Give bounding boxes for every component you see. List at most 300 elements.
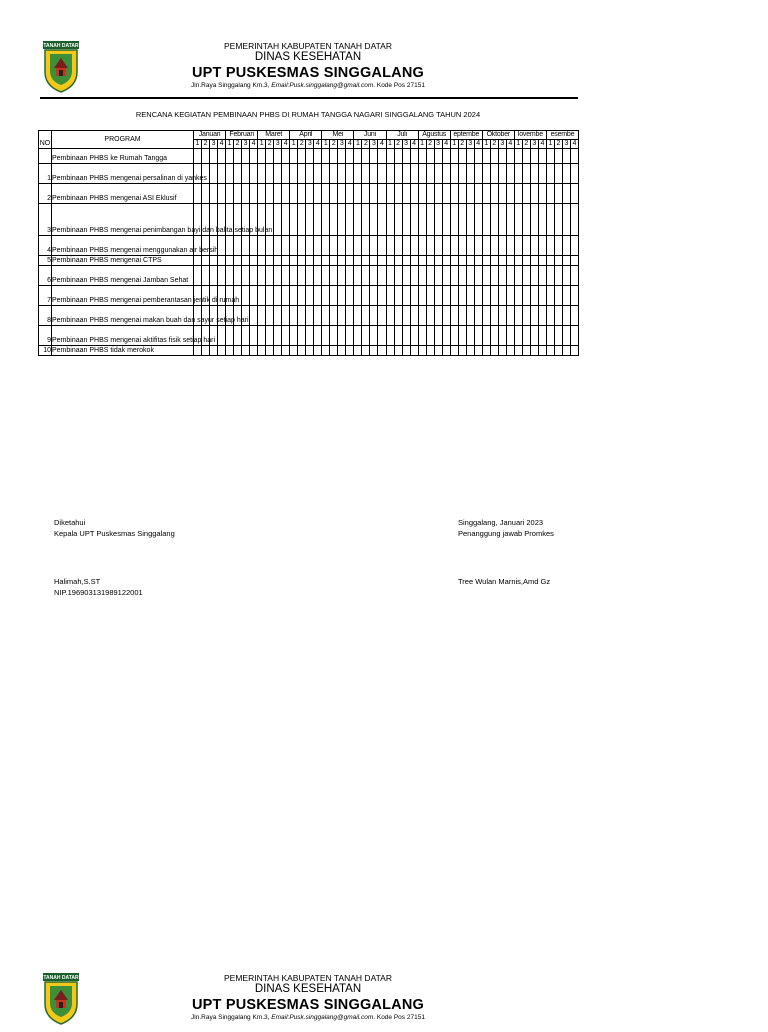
schedule-cell	[282, 346, 290, 356]
schedule-cell	[506, 149, 514, 164]
schedule-cell	[498, 164, 506, 184]
schedule-cell	[346, 346, 354, 356]
schedule-cell	[298, 286, 306, 306]
schedule-cell	[498, 149, 506, 164]
schedule-cell	[290, 346, 298, 356]
schedule-cell	[450, 204, 458, 236]
schedule-cell	[330, 286, 338, 306]
week-header: 2	[202, 140, 210, 149]
schedule-cell	[354, 184, 362, 204]
schedule-cell	[306, 326, 314, 346]
schedule-cell	[234, 184, 242, 204]
schedule-cell	[554, 306, 562, 326]
schedule-cell	[570, 236, 578, 256]
schedule-cell	[194, 346, 202, 356]
schedule-cell	[562, 164, 570, 184]
schedule-cell	[266, 286, 274, 306]
schedule-cell	[378, 149, 386, 164]
schedule-cell	[570, 286, 578, 306]
schedule-cell	[498, 204, 506, 236]
schedule-cell	[562, 149, 570, 164]
schedule-cell	[282, 266, 290, 286]
month-header: Februari	[226, 131, 258, 140]
schedule-cell	[458, 164, 466, 184]
schedule-cell	[330, 164, 338, 184]
schedule-cell	[298, 306, 306, 326]
schedule-cell	[290, 149, 298, 164]
schedule-cell	[378, 346, 386, 356]
schedule-cell	[386, 236, 394, 256]
schedule-cell	[322, 149, 330, 164]
schedule-cell	[306, 266, 314, 286]
schedule-cell	[482, 204, 490, 236]
schedule-cell	[234, 236, 242, 256]
week-header: 2	[298, 140, 306, 149]
schedule-cell	[242, 236, 250, 256]
schedule-table	[38, 130, 579, 356]
row-number: 3	[39, 204, 52, 236]
row-number: 5	[39, 256, 52, 266]
schedule-cell	[490, 164, 498, 184]
schedule-cell	[234, 266, 242, 286]
schedule-cell	[226, 346, 234, 356]
week-header: 1	[514, 140, 522, 149]
schedule-cell	[202, 149, 210, 164]
schedule-cell	[314, 256, 322, 266]
schedule-cell	[426, 149, 434, 164]
schedule-cell	[434, 256, 442, 266]
schedule-cell	[306, 236, 314, 256]
schedule-cell	[338, 236, 346, 256]
schedule-cell	[482, 326, 490, 346]
schedule-cell	[498, 236, 506, 256]
schedule-cell	[402, 256, 410, 266]
schedule-cell	[306, 346, 314, 356]
schedule-cell	[346, 266, 354, 286]
schedule-cell	[346, 184, 354, 204]
schedule-cell	[322, 286, 330, 306]
schedule-cell	[442, 306, 450, 326]
schedule-cell	[274, 306, 282, 326]
schedule-cell	[346, 204, 354, 236]
schedule-cell	[354, 286, 362, 306]
schedule-cell	[266, 256, 274, 266]
table-row	[39, 326, 579, 346]
schedule-cell	[474, 164, 482, 184]
table-row	[39, 184, 579, 204]
schedule-cell	[466, 204, 474, 236]
schedule-cell	[546, 286, 554, 306]
schedule-cell	[274, 346, 282, 356]
table-row	[39, 346, 579, 356]
month-header: Juli	[386, 131, 418, 140]
week-header: 4	[346, 140, 354, 149]
schedule-cell	[250, 286, 258, 306]
schedule-cell	[234, 326, 242, 346]
schedule-cell	[498, 256, 506, 266]
schedule-cell	[354, 236, 362, 256]
schedule-cell	[282, 149, 290, 164]
schedule-cell	[218, 236, 226, 256]
week-header: 1	[194, 140, 202, 149]
schedule-cell	[490, 236, 498, 256]
schedule-cell	[490, 286, 498, 306]
schedule-cell	[466, 236, 474, 256]
schedule-cell	[442, 149, 450, 164]
schedule-cell	[322, 256, 330, 266]
schedule-cell	[330, 306, 338, 326]
schedule-cell	[402, 306, 410, 326]
week-header: 3	[306, 140, 314, 149]
schedule-cell	[402, 184, 410, 204]
month-header: eptembe	[450, 131, 482, 140]
schedule-cell	[410, 346, 418, 356]
week-header: 4	[570, 140, 578, 149]
schedule-cell	[354, 326, 362, 346]
schedule-cell	[434, 149, 442, 164]
schedule-cell	[282, 306, 290, 326]
schedule-cell	[402, 326, 410, 346]
schedule-cell	[570, 184, 578, 204]
schedule-cell	[210, 149, 218, 164]
program-cell: Pembinaan PHBS tidak merokok	[52, 346, 194, 356]
schedule-cell	[330, 346, 338, 356]
schedule-cell	[426, 184, 434, 204]
letterhead	[38, 38, 578, 100]
schedule-cell	[538, 326, 546, 346]
schedule-cell	[226, 266, 234, 286]
schedule-cell	[242, 286, 250, 306]
schedule-cell	[322, 184, 330, 204]
schedule-cell	[242, 184, 250, 204]
schedule-cell	[282, 256, 290, 266]
schedule-cell	[570, 346, 578, 356]
schedule-cell	[410, 236, 418, 256]
week-header: 3	[562, 140, 570, 149]
schedule-cell	[530, 286, 538, 306]
schedule-cell	[370, 286, 378, 306]
schedule-cell	[266, 326, 274, 346]
table-row	[39, 286, 579, 306]
schedule-cell	[386, 346, 394, 356]
schedule-cell	[434, 306, 442, 326]
schedule-cell	[410, 256, 418, 266]
schedule-cell	[418, 184, 426, 204]
schedule-cell	[442, 326, 450, 346]
schedule-cell	[242, 346, 250, 356]
schedule-cell	[466, 149, 474, 164]
week-header: 4	[314, 140, 322, 149]
schedule-cell	[538, 149, 546, 164]
month-header: Mei	[322, 131, 354, 140]
schedule-cell	[330, 236, 338, 256]
week-header: 4	[218, 140, 226, 149]
schedule-cell	[522, 306, 530, 326]
schedule-cell	[458, 286, 466, 306]
schedule-cell	[338, 266, 346, 286]
schedule-cell	[394, 286, 402, 306]
schedule-cell	[394, 266, 402, 286]
schedule-cell	[410, 266, 418, 286]
program-cell: Pembinaan PHBS mengenai penimbangan bayi dan balita setiap bulan	[52, 204, 194, 236]
schedule-cell	[442, 204, 450, 236]
schedule-cell	[362, 164, 370, 184]
schedule-cell	[282, 286, 290, 306]
schedule-cell	[522, 286, 530, 306]
schedule-cell	[234, 164, 242, 184]
schedule-cell	[210, 164, 218, 184]
week-header: 2	[362, 140, 370, 149]
schedule-cell	[434, 184, 442, 204]
schedule-cell	[258, 326, 266, 346]
schedule-cell	[538, 236, 546, 256]
schedule-cell	[378, 256, 386, 266]
schedule-cell	[410, 184, 418, 204]
schedule-cell	[482, 164, 490, 184]
schedule-cell	[538, 204, 546, 236]
schedule-cell	[546, 236, 554, 256]
schedule-cell	[554, 256, 562, 266]
schedule-cell	[394, 149, 402, 164]
schedule-cell	[546, 149, 554, 164]
schedule-cell	[410, 286, 418, 306]
schedule-cell	[314, 184, 322, 204]
letterhead-department: DINAS KESEHATAN	[254, 983, 362, 995]
schedule-cell	[362, 236, 370, 256]
schedule-cell	[210, 346, 218, 356]
schedule-cell	[314, 306, 322, 326]
schedule-cell	[338, 256, 346, 266]
week-header: 1	[322, 140, 330, 149]
schedule-cell	[506, 204, 514, 236]
schedule-cell	[554, 326, 562, 346]
week-header: 3	[210, 140, 218, 149]
week-header: 3	[466, 140, 474, 149]
schedule-cell	[298, 204, 306, 236]
schedule-cell	[258, 266, 266, 286]
schedule-cell	[434, 326, 442, 346]
schedule-cell	[258, 256, 266, 266]
schedule-cell	[426, 256, 434, 266]
schedule-cell	[266, 184, 274, 204]
schedule-cell	[450, 326, 458, 346]
schedule-cell	[306, 184, 314, 204]
schedule-cell	[522, 256, 530, 266]
schedule-cell	[458, 236, 466, 256]
week-header: 4	[442, 140, 450, 149]
program-cell: Pembinaan PHBS mengenai aktifitas fisik setiap hari	[52, 326, 194, 346]
week-header: 4	[378, 140, 386, 149]
schedule-cell	[482, 306, 490, 326]
schedule-cell	[242, 266, 250, 286]
letterhead-department: DINAS KESEHATAN	[254, 51, 362, 63]
schedule-cell	[546, 306, 554, 326]
schedule-cell	[354, 346, 362, 356]
schedule-cell	[498, 326, 506, 346]
schedule-cell	[426, 286, 434, 306]
row-number: 9	[39, 326, 52, 346]
schedule-cell	[522, 204, 530, 236]
schedule-cell	[250, 306, 258, 326]
schedule-cell	[306, 256, 314, 266]
schedule-cell	[514, 326, 522, 346]
schedule-cell	[490, 306, 498, 326]
schedule-cell	[514, 184, 522, 204]
schedule-cell	[506, 326, 514, 346]
schedule-cell	[210, 256, 218, 266]
week-header: 2	[490, 140, 498, 149]
schedule-cell	[386, 204, 394, 236]
schedule-cell	[330, 266, 338, 286]
schedule-cell	[482, 184, 490, 204]
schedule-cell	[258, 306, 266, 326]
schedule-cell	[562, 204, 570, 236]
schedule-cell	[298, 149, 306, 164]
table-row	[39, 306, 579, 326]
schedule-cell	[426, 204, 434, 236]
schedule-cell	[546, 184, 554, 204]
row-number: 2	[39, 184, 52, 204]
schedule-cell	[482, 286, 490, 306]
program-cell: Pembinaan PHBS ke Rumah Tangga	[52, 149, 194, 164]
schedule-cell	[258, 286, 266, 306]
schedule-cell	[346, 306, 354, 326]
schedule-cell	[298, 256, 306, 266]
schedule-cell	[218, 164, 226, 184]
schedule-cell	[426, 236, 434, 256]
schedule-cell	[506, 184, 514, 204]
program-cell: Pembinaan PHBS mengenai CTPS	[52, 256, 194, 266]
schedule-cell	[522, 164, 530, 184]
schedule-cell	[362, 266, 370, 286]
schedule-cell	[498, 184, 506, 204]
week-header: 3	[530, 140, 538, 149]
schedule-cell	[402, 346, 410, 356]
schedule-cell	[530, 204, 538, 236]
schedule-cell	[338, 184, 346, 204]
schedule-cell	[570, 256, 578, 266]
schedule-cell	[466, 266, 474, 286]
schedule-cell	[530, 164, 538, 184]
schedule-cell	[410, 164, 418, 184]
schedule-cell	[506, 256, 514, 266]
schedule-cell	[346, 164, 354, 184]
month-header: April	[290, 131, 322, 140]
schedule-cell	[538, 164, 546, 184]
schedule-cell	[538, 184, 546, 204]
schedule-cell	[434, 204, 442, 236]
schedule-cell	[450, 306, 458, 326]
schedule-cell	[306, 306, 314, 326]
schedule-cell	[370, 149, 378, 164]
schedule-cell	[554, 184, 562, 204]
place-date: Singgalang, Januari 2023	[458, 518, 544, 527]
schedule-cell	[386, 184, 394, 204]
schedule-cell	[450, 149, 458, 164]
schedule-cell	[450, 346, 458, 356]
schedule-cell	[442, 286, 450, 306]
schedule-cell	[450, 184, 458, 204]
schedule-cell	[378, 184, 386, 204]
schedule-cell	[378, 266, 386, 286]
schedule-cell	[202, 184, 210, 204]
schedule-cell	[226, 326, 234, 346]
table-row	[39, 164, 579, 184]
schedule-cell	[346, 286, 354, 306]
row-number: 6	[39, 266, 52, 286]
schedule-cell	[354, 306, 362, 326]
schedule-cell	[242, 326, 250, 346]
schedule-cell	[522, 326, 530, 346]
schedule-cell	[330, 326, 338, 346]
schedule-cell	[274, 184, 282, 204]
schedule-cell	[338, 149, 346, 164]
schedule-cell	[458, 204, 466, 236]
schedule-cell	[514, 149, 522, 164]
row-number	[39, 149, 52, 164]
schedule-cell	[442, 266, 450, 286]
program-cell: Pembinaan PHBS mengenai pemberantasan jentik di rumah	[52, 286, 194, 306]
schedule-cell	[234, 149, 242, 164]
schedule-cell	[466, 306, 474, 326]
schedule-cell	[226, 184, 234, 204]
schedule-cell	[418, 164, 426, 184]
program-cell: Pembinaan PHBS mengenai Jamban Sehat	[52, 266, 194, 286]
schedule-cell	[290, 236, 298, 256]
schedule-cell	[194, 184, 202, 204]
schedule-cell	[522, 184, 530, 204]
schedule-cell	[322, 236, 330, 256]
schedule-cell	[218, 184, 226, 204]
schedule-cell	[306, 149, 314, 164]
schedule-cell	[218, 149, 226, 164]
schedule-cell	[506, 266, 514, 286]
schedule-cell	[554, 236, 562, 256]
no-header: NO	[39, 131, 52, 149]
schedule-cell	[394, 184, 402, 204]
schedule-cell	[450, 266, 458, 286]
week-header: 2	[330, 140, 338, 149]
schedule-cell	[522, 346, 530, 356]
schedule-cell	[570, 164, 578, 184]
schedule-cell	[314, 204, 322, 236]
schedule-cell	[434, 164, 442, 184]
schedule-cell	[306, 204, 314, 236]
schedule-cell	[514, 256, 522, 266]
schedule-cell	[226, 256, 234, 266]
schedule-cell	[474, 326, 482, 346]
schedule-cell	[514, 306, 522, 326]
schedule-cell	[226, 164, 234, 184]
schedule-cell	[290, 306, 298, 326]
schedule-cell	[330, 256, 338, 266]
schedule-cell	[354, 204, 362, 236]
schedule-cell	[434, 236, 442, 256]
schedule-cell	[370, 326, 378, 346]
header-divider	[40, 97, 578, 99]
row-number: 4	[39, 236, 52, 256]
schedule-cell	[570, 326, 578, 346]
schedule-cell	[490, 346, 498, 356]
schedule-cell	[250, 184, 258, 204]
schedule-cell	[570, 306, 578, 326]
letterhead-government: PEMERINTAH KABUPATEN TANAH DATAR	[224, 973, 392, 983]
schedule-cell	[258, 184, 266, 204]
program-header: PROGRAM	[52, 131, 194, 149]
row-number: 1	[39, 164, 52, 184]
schedule-cell	[562, 326, 570, 346]
schedule-cell	[418, 286, 426, 306]
